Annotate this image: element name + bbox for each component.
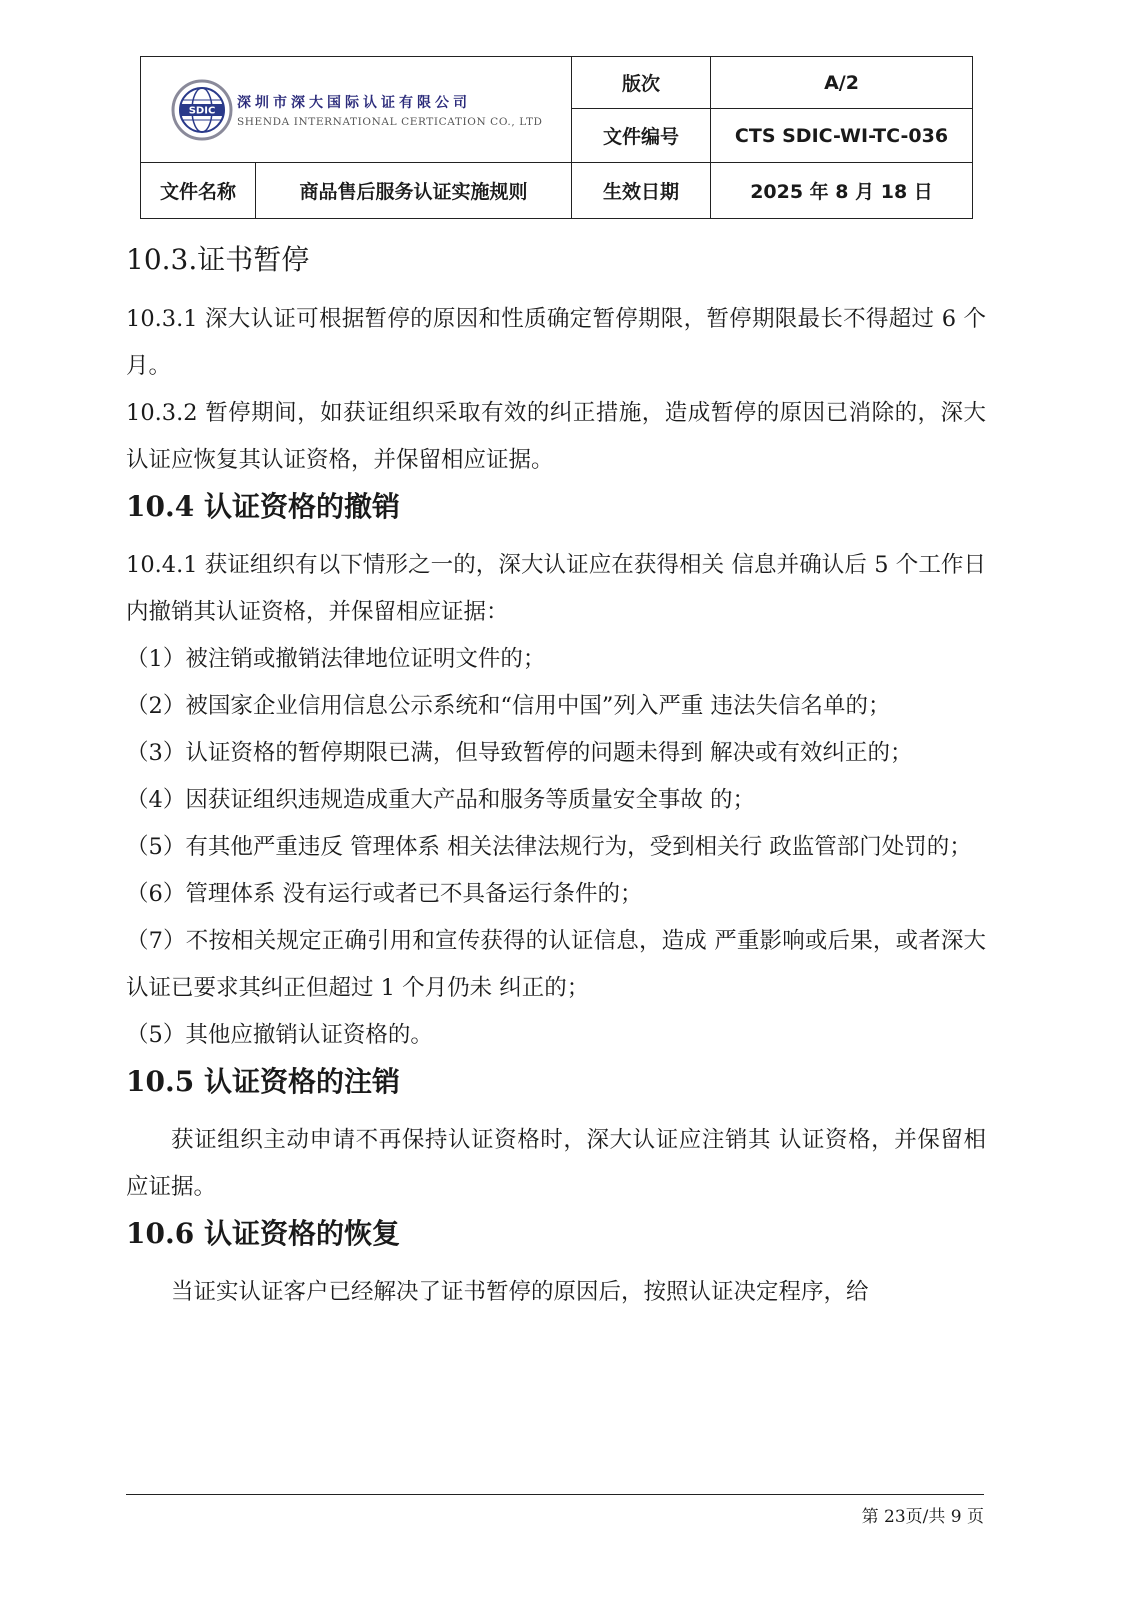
- doc-number-value: CTS SDIC-WI-TC-036: [711, 109, 973, 163]
- clause-10-3-1: 10.3.1 深大认证可根据暂停的原因和性质确定暂停期限，暂停期限最长不得超过 6 个月。: [126, 306, 986, 379]
- effective-date-value: 2025 年 8 月 18 日: [711, 163, 973, 219]
- version-value: A/2: [711, 57, 973, 109]
- section-10-5-heading: 10.5 认证资格的注销: [126, 1065, 400, 1098]
- clause-10-3-2: 10.3.2 暂停期间，如获证组织采取有效的纠正措施，造成暂停的原因已消除的，深大认证应恢复其认证资格，并保留相应证据。: [126, 400, 986, 473]
- company-logo-cell: [141, 57, 572, 163]
- list-item: （7）不按相关规定正确引用和宣传获得的认证信息，造成 严重影响或后果，或者深大认证已要求其纠正但超过 1 个月仍未 纠正的；: [126, 928, 986, 1001]
- doc-name-value: 商品售后服务认证实施规则: [256, 163, 572, 219]
- list-item: （2）被国家企业信用信息公示系统和“信用中国”列入严重 违法失信名单的；: [126, 693, 891, 719]
- clause-10-4-1: 10.4.1 获证组织有以下情形之一的，深大认证应在获得相关 信息并确认后 5 个工作日内撤销其认证资格，并保留相应证据：: [126, 552, 986, 625]
- version-label: 版次: [572, 57, 711, 109]
- list-item: （6）管理体系 没有运行或者已不具备运行条件的；: [126, 881, 643, 907]
- company-logo-icon: [171, 79, 233, 141]
- document-body: [126, 236, 986, 1316]
- section-10-3-heading: 10.3.证书暂停: [126, 243, 310, 276]
- doc-name-label: 文件名称: [141, 163, 256, 219]
- company-name-en: SHENDA INTERNATIONAL CERTICATION CO., LTD: [237, 115, 543, 128]
- section-10-4-heading: 10.4 认证资格的撤销: [126, 490, 400, 523]
- footer-divider: [126, 1494, 984, 1495]
- list-item: （1）被注销或撤销法律地位证明文件的；: [126, 646, 546, 672]
- effective-date-label: 生效日期: [572, 163, 711, 219]
- list-item: （5）有其他严重违反 管理体系 相关法律法规行为，受到相关行 政监管部门处罚的；: [126, 834, 972, 860]
- doc-number-label: 文件编号: [572, 109, 711, 163]
- list-item: （3）认证资格的暂停期限已满，但导致暂停的问题未得到 解决或有效纠正的；: [126, 740, 913, 766]
- logo-text: SDIC: [188, 105, 216, 116]
- page-number: 第 23页/共 9 页: [861, 1507, 984, 1527]
- section-10-6-heading: 10.6 认证资格的恢复: [126, 1217, 400, 1250]
- document-header-table: [140, 56, 973, 219]
- list-item: （5）其他应撤销认证资格的。: [126, 1022, 433, 1048]
- company-name-cn: 深圳市深大国际认证有限公司: [237, 94, 471, 111]
- list-item: （4）因获证组织违规造成重大产品和服务等质量安全事故 的；: [126, 787, 755, 813]
- section-10-5-text: 获证组织主动申请不再保持认证资格时，深大认证应注销其 认证资格，并保留相应证据。: [126, 1127, 986, 1200]
- section-10-6-text: 当证实认证客户已经解决了证书暂停的原因后，按照认证决定程序，给: [171, 1279, 869, 1305]
